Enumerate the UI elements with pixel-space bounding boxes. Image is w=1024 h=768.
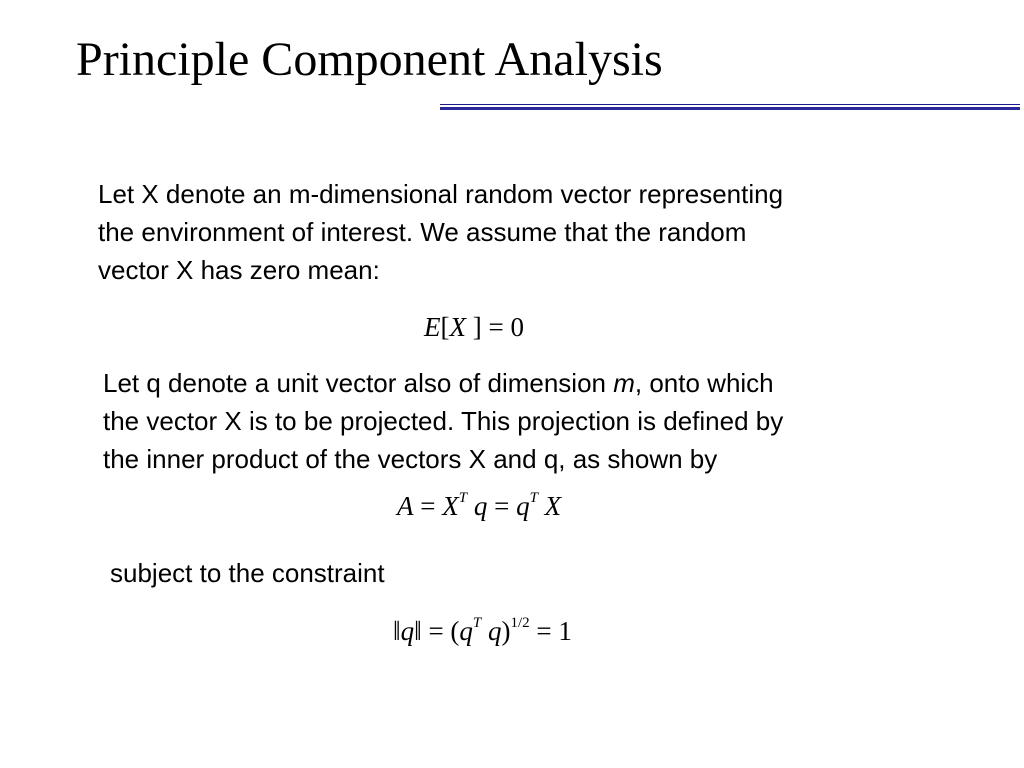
paragraph-projection xyxy=(103,364,783,478)
eq-symbol: q xyxy=(459,616,473,646)
eq-symbol: ‖ xyxy=(393,616,401,646)
paragraph-constraint: subject to the constraint xyxy=(110,558,385,588)
eq-symbol: ) xyxy=(501,616,511,646)
eq-symbol: X xyxy=(537,491,562,521)
title-underline xyxy=(440,104,1020,111)
paragraph-text: Let q denote a unit vector also of dimension xyxy=(103,368,614,398)
eq-superscript: T xyxy=(458,490,468,506)
paragraph-line: vector X has zero mean: xyxy=(98,255,380,285)
eq-symbol: ] = 0 xyxy=(466,312,524,342)
eq-symbol: ‖ xyxy=(414,616,422,646)
eq-symbol: q xyxy=(481,616,502,646)
equation-zero-mean xyxy=(424,312,524,343)
eq-symbol: [ xyxy=(440,312,450,342)
paragraph-line: the inner product of the vectors X and q, as shown by xyxy=(103,444,718,474)
eq-symbol: = xyxy=(413,491,443,521)
paragraph-intro xyxy=(98,175,783,289)
eq-symbol: A xyxy=(397,491,414,521)
slide-title: Principle Component Analysis xyxy=(76,33,663,86)
title-underline-thick xyxy=(440,107,1020,110)
eq-symbol: q xyxy=(400,616,415,646)
equation-projection xyxy=(397,490,561,522)
eq-superscript: T xyxy=(472,615,482,631)
paragraph-line: the environment of interest. We assume that the random xyxy=(98,217,747,247)
eq-superscript: 1/2 xyxy=(510,615,530,631)
eq-symbol: q xyxy=(467,491,488,521)
eq-symbol: = xyxy=(487,491,517,521)
paragraph-emphasis: m xyxy=(613,368,635,398)
paragraph-line xyxy=(103,364,783,402)
eq-symbol: q xyxy=(516,491,530,521)
eq-symbol: = ( xyxy=(421,616,460,646)
paragraph-text: , onto which xyxy=(634,368,774,398)
paragraph-line: Let X denote an m-dimensional random vector representing xyxy=(98,179,784,209)
title-underline-thin xyxy=(440,104,1020,105)
eq-symbol: E xyxy=(424,312,441,342)
eq-symbol: X xyxy=(449,312,466,342)
eq-symbol: = 1 xyxy=(529,616,572,646)
eq-symbol: X xyxy=(442,491,459,521)
equation-unit-norm xyxy=(393,615,572,647)
paragraph-line: the vector X is to be projected. This projection is defined by xyxy=(103,406,784,436)
eq-superscript: T xyxy=(529,490,538,506)
